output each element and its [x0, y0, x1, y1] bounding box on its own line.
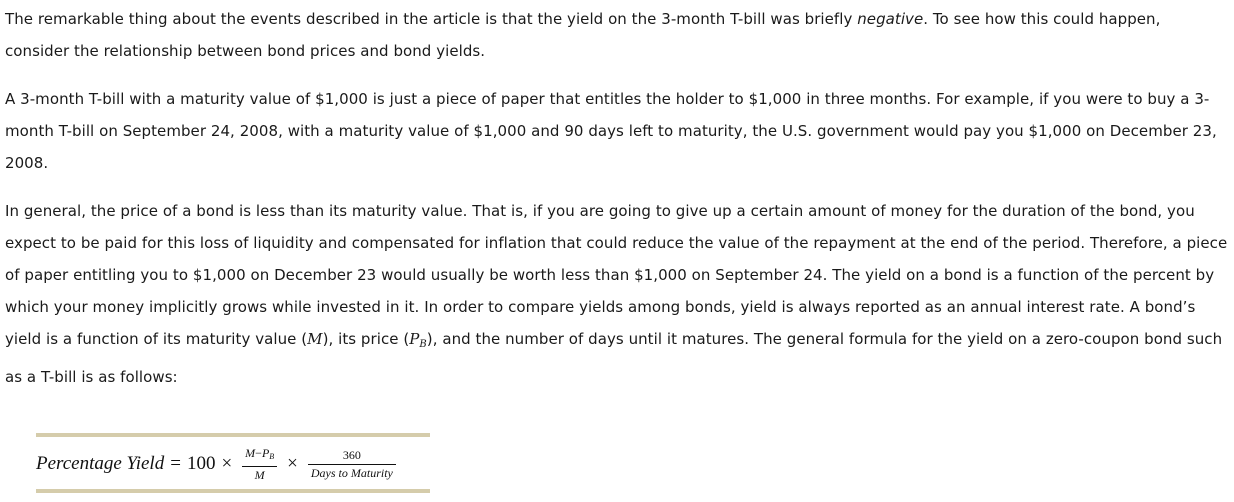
paragraph-1-text-b: . To see how this could happen, consider the relationship between bond prices and bond yields. [5, 10, 1161, 60]
formula-equals: = [170, 453, 181, 474]
price-symbol [409, 330, 427, 348]
formula-times-2: × [287, 453, 298, 474]
yield-formula [36, 446, 400, 482]
formula-lhs: Percentage Yield [36, 453, 165, 474]
fraction-price-ratio [242, 446, 277, 482]
paragraph-3 [5, 195, 1229, 393]
fraction-bar-2 [308, 464, 396, 465]
price-symbol-letter: P [409, 330, 420, 348]
formula-times-1: × [221, 453, 233, 474]
yield-formula-box [36, 433, 430, 493]
paragraph-3-text-a: In general, the price of a bond is less than its maturity value. That is, if you are going to give up a certain amount of money for the duration of the bond, you expect to be paid for this loss of liquidity and compensated for inflation that could reduce the value of the repayment at the end of the period. Therefore, a piece of paper entitling you to $1,000 on December 23 would usually be worth less than $1,000 on September 24. The yield on a bond is a function of the percent by which your money implicitly grows while invested in it. In order to compare yields among bonds, yield is always reported as an annual interest rate. A bond’s yield is a function of its maturity value ( [5, 202, 1228, 348]
numerator-p: P [261, 446, 270, 460]
paragraph-1-text-a: The remarkable thing about the events described in the article is that the yield on the 3-month T-bill was briefly [5, 10, 858, 28]
price-symbol-subscript: B [419, 339, 427, 350]
formula-hundred: 100 [186, 453, 216, 474]
numerator-p-subscript: B [269, 452, 275, 461]
fraction-bar-1 [242, 466, 277, 467]
paragraph-1-emphasis: negative [857, 10, 924, 28]
fraction-price-ratio-denominator: M [254, 468, 265, 482]
numerator-m: M [245, 446, 256, 460]
article-body [5, 3, 1229, 409]
paragraph-3-text-b: ), its price ( [322, 330, 410, 348]
paragraph-2: A 3-month T-bill with a maturity value of $1,000 is just a piece of paper that entitles the holder to $1,000 in three months. For example, if you were to buy a 3-month T-bill on September 24, 2008, with a maturity value of $1,000 and 90 days left to maturity, the U.S. government would pay you $1,000 on December 23, 2008. [5, 90, 1217, 172]
numerator-minus: − [255, 446, 262, 460]
fraction-price-ratio-numerator [242, 446, 277, 464]
fraction-annualization-denominator: Days to Maturity [310, 466, 393, 480]
paragraph-1 [5, 3, 1229, 67]
fraction-annualization-numerator: 360 [342, 448, 361, 462]
maturity-symbol: M [307, 330, 323, 348]
paragraph-3-text-c: ), and the number of days until it matures. The general formula for the yield on a zero-coupon bond such as a T-bill is as follows: [5, 330, 1223, 386]
fraction-annualization [308, 448, 396, 480]
